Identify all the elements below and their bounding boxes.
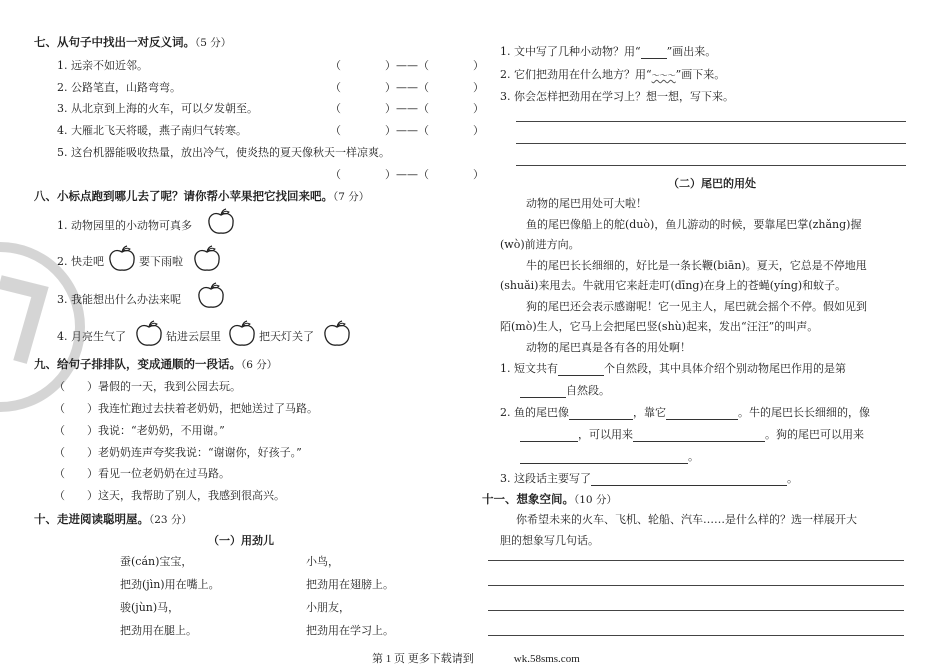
passage-line: 动物的尾巴真是各有各的用处啊！ — [526, 341, 691, 354]
reading2-q1: 1. 短文共有 个自然段，其中具体介绍个别动物尾巴作用的是第 — [500, 362, 846, 375]
writing-line[interactable] — [488, 635, 904, 636]
passage-line: 陌(mò)生人，它马上会把尾巴竖(shù)起来，发出“汪汪”的叫声。 — [500, 320, 819, 333]
answer-line[interactable] — [516, 143, 906, 144]
antonym-blank[interactable]: （ ）——（ ） — [330, 124, 484, 137]
poem-line: 小鸟， — [306, 555, 339, 568]
section7-title: 七、从句子中找出一对反义词。（5 分） — [34, 35, 232, 49]
section7-item-1: 1. 远亲不如近邻。 — [57, 59, 148, 72]
poem-line: 把劲用在学习上。 — [306, 624, 394, 637]
reading1-q2: 2. 它们把劲用在什么地方？用“～～～”画下来。 — [500, 68, 726, 81]
passage-line: 鱼的尾巴像船上的舵(duò)，鱼儿游动的时候，要靠尾巴掌(zhǎng)握 — [526, 218, 862, 231]
poem-line: 骏(jùn)马， — [120, 601, 180, 614]
antonym-blank[interactable]: （ ）——（ ） — [330, 59, 484, 72]
section11-title: 十一、想象空间。（10 分） — [482, 492, 617, 506]
footer-page: 第 1 页 更多下载请到 — [372, 653, 474, 665]
section8-q2b: 要下雨啦 — [139, 255, 183, 268]
reading2-q2: 2. 鱼的尾巴像 ，靠它 。牛的尾巴长长细细的，像 — [500, 406, 870, 419]
reading2-q2-cont: ，可以用来 。狗的尾巴可以用来 — [520, 426, 864, 442]
antonym-blank[interactable]: （ ）——（ ） — [330, 81, 484, 94]
apple-icon[interactable] — [192, 245, 222, 273]
writing-line[interactable] — [488, 560, 904, 561]
section8-title: 八、小标点跑到哪儿去了呢？请你帮小苹果把它找回来吧。（7 分） — [34, 189, 370, 203]
footer-site-link[interactable]: wk.58sms.com — [513, 653, 580, 665]
writing-line[interactable] — [488, 585, 904, 586]
answer-line[interactable] — [516, 121, 906, 122]
poem-line: 蚕(cán)宝宝， — [120, 555, 193, 568]
order-item-1[interactable]: （ ）暑假的一天，我到公园去玩。 — [54, 380, 241, 393]
section8-q1: 1. 动物园里的小动物可真多 — [57, 219, 192, 232]
order-item-4[interactable]: （ ）老奶奶连声夸奖我说：“谢谢你，好孩子。” — [54, 446, 302, 459]
section9-title: 九、给句子排排队，变成通顺的一段话。（6 分） — [34, 357, 278, 371]
part2-title: （二）尾巴的用处 — [668, 177, 756, 190]
poem-line: 把劲用在腿上。 — [120, 624, 197, 637]
section8-q3: 3. 我能想出什么办法来呢 — [57, 293, 181, 306]
reading1-q1: 1. 文中写了几种小动物？用“ ”画出来。 — [500, 45, 717, 58]
section8-q2a: 2. 快走吧 — [57, 255, 104, 268]
passage-line: (shuǎi)来甩去。牛就用它来赶走叮(dīng)在身上的苍蝇(yíng)和蚊子。 — [500, 279, 847, 292]
passage-line: 狗的尾巴还会表示感谢呢！它一见主人，尾巴就会摇个不停。假如见到 — [526, 300, 867, 313]
part1-title: （一）用劲儿 — [208, 534, 274, 547]
poem-line: 小朋友， — [306, 601, 350, 614]
apple-icon[interactable] — [206, 208, 236, 236]
section7-item-3: 3. 从北京到上海的火车，可以夕发朝至。 — [57, 102, 258, 115]
section11-prompt-1: 你希望未来的火车、飞机、轮船、汽车……是什么样的？选一样展开大 — [516, 513, 857, 526]
section7-item-4: 4. 大雁北飞天将暖，燕子南归气转寒。 — [57, 124, 247, 137]
reading2-q1-cont: 自然段。 — [520, 382, 610, 398]
order-item-3[interactable]: （ ）我说：“老奶奶，不用谢。” — [54, 424, 225, 437]
passage-line: 牛的尾巴长长细细的，好比是一条长鞭(biān)。夏天，它总是不停地甩 — [526, 259, 867, 272]
section11-prompt-2: 胆的想象写几句话。 — [500, 534, 599, 547]
writing-line[interactable] — [488, 610, 904, 611]
section8-q4b: 钻进云层里 — [166, 330, 221, 343]
section8-q4c: 把天灯关了 — [259, 330, 314, 343]
antonym-blank[interactable]: （ ）——（ ） — [330, 168, 484, 181]
poem-line: 把劲(jìn)用在嘴上。 — [120, 578, 220, 591]
poem-line: 把劲用在翅膀上。 — [306, 578, 394, 591]
reading1-q3: 3. 你会怎样把劲用在学习上？想一想，写下来。 — [500, 90, 734, 103]
section7-item-2: 2. 公路笔直，山路弯弯。 — [57, 81, 181, 94]
passage-line: (wò)前进方向。 — [500, 238, 580, 251]
order-item-5[interactable]: （ ）看见一位老奶奶在过马路。 — [54, 467, 230, 480]
answer-line[interactable] — [516, 165, 906, 166]
reading2-q2-cont2: 。 — [520, 448, 699, 464]
passage-line: 动物的尾巴用处可大啦！ — [526, 197, 647, 210]
order-item-2[interactable]: （ ）我连忙跑过去扶着老奶奶，把她送过了马路。 — [54, 402, 318, 415]
apple-icon[interactable] — [227, 320, 257, 348]
section8-q4a: 4. 月亮生气了 — [57, 330, 126, 343]
apple-icon[interactable] — [107, 245, 137, 273]
antonym-blank[interactable]: （ ）——（ ） — [330, 102, 484, 115]
apple-icon[interactable] — [134, 320, 164, 348]
section10-title: 十、走进阅读聪明屋。（23 分） — [34, 512, 192, 526]
order-item-6[interactable]: （ ）这天，我帮助了别人，我感到很高兴。 — [54, 489, 285, 502]
reading2-q3: 3. 这段话主要写了 。 — [500, 472, 798, 485]
section7-item-5: 5. 这台机器能吸收热量，放出冷气，使炎热的夏天像秋天一样凉爽。 — [57, 146, 390, 159]
apple-icon[interactable] — [322, 320, 352, 348]
footer — [372, 650, 580, 666]
apple-icon[interactable] — [196, 282, 226, 310]
